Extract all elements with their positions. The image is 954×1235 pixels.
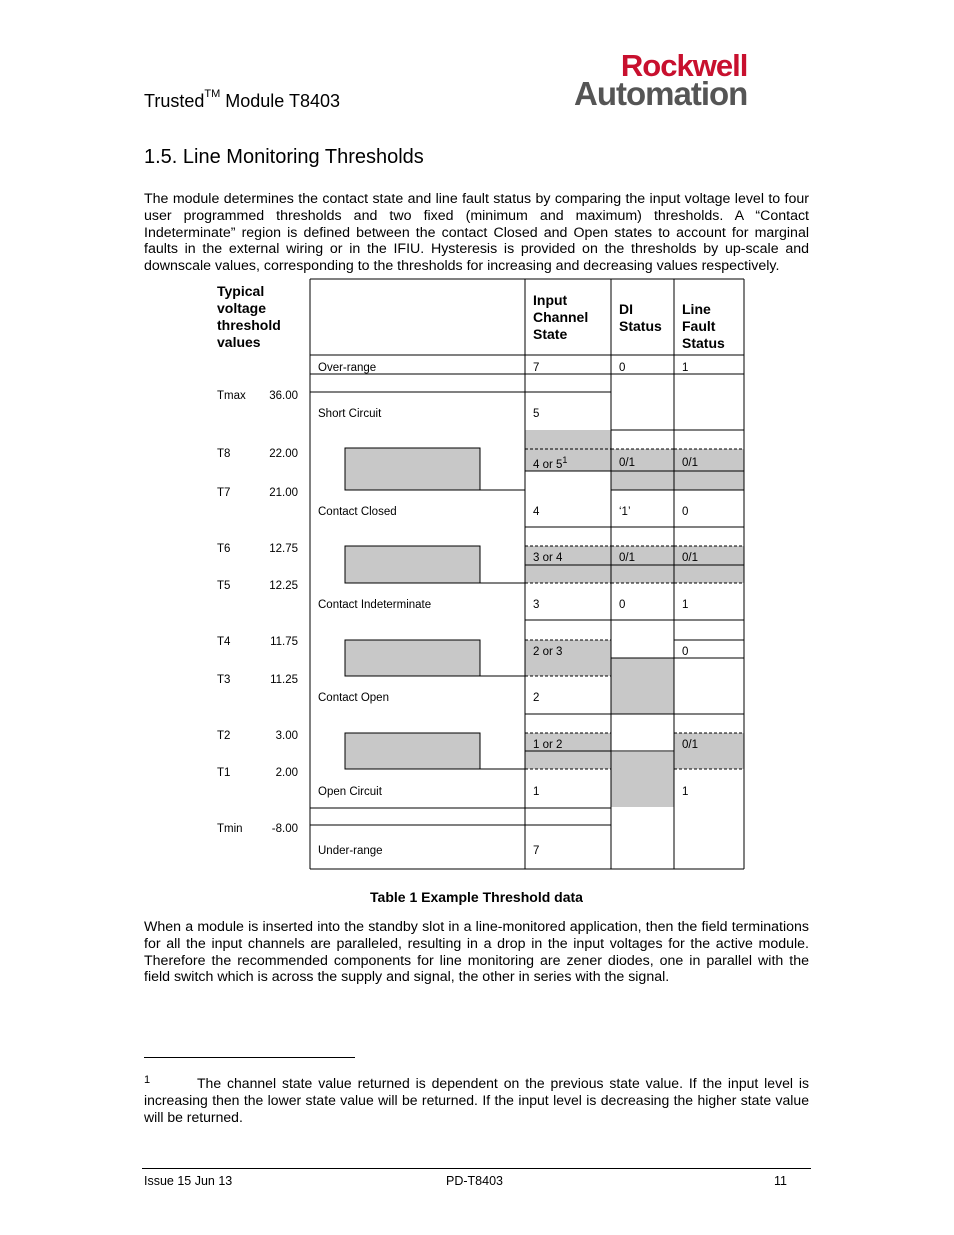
hysteresis-box-short [345,448,480,490]
hysteresis-band-di-low [611,658,674,714]
state-value-1: 5 [533,408,540,420]
state-value-7: 2 [533,692,540,704]
state-value-0: 7 [533,362,540,374]
header-fault-line-2: Status [682,335,725,351]
threshold-value-t5: 12.25 [269,580,298,592]
di-value-1: 0/1 [619,457,635,469]
state-value-6: 2 or 3 [533,646,563,658]
footnote-text: The channel state value returned is dependent on the previous state value. If the input level is increasing then the lower state value will be returned. If the input level is decreasing the higher state value will be returned. [144,1075,809,1125]
logo-line-2: Automation [574,75,748,112]
threshold-value-t4: 11.75 [270,636,298,648]
region-label-0: Over-range [318,362,377,374]
threshold-name-t7: T7 [217,487,231,499]
hysteresis-box-indeterminate [345,640,480,676]
fault-value-0: 1 [682,362,689,374]
threshold-name-t1: T1 [217,767,231,779]
header-di-line-0: DI [619,301,633,317]
di-value-4: 0 [619,599,626,611]
region-label-6: Under-range [318,845,383,857]
threshold-value-tmin: -8.00 [271,823,298,835]
header-state-line-0: Input [533,292,568,308]
state-value-9: 1 [533,786,540,798]
region-label-4: Contact Open [318,692,389,704]
hysteresis-box-closed [345,546,480,583]
footnote-reference: 1 [562,455,568,465]
header-voltage-line-1: voltage [217,300,267,316]
threshold-value-tmax: 36.00 [269,390,298,402]
header-voltage-line-0: Typical [217,283,265,299]
hysteresis-band-fault [674,449,744,490]
region-label-1: Short Circuit [318,408,382,420]
di-value-3: 0/1 [619,552,635,564]
table-caption: Table 1 Example Threshold data [370,889,583,905]
footer-page-number: 11 [774,1174,787,1188]
header-di-line-1: Status [619,318,662,334]
module-name: Module T8403 [225,91,341,111]
logo-line-1: Rockwell [620,48,748,83]
standby-paragraph: When a module is inserted into the standby slot in a line-monitored application, then the field terminations for all the input channels are paralleled, resulting in a drop in the input voltages for the active module. Therefore the recommended components for line monitoring are zener diodes, one in parallel with the field switch which is across the supply and signal, the other in series with the signal. [144,919,809,986]
state-value-2: 4 or $5^1$ [533,455,568,471]
footnote-separator [144,1057,355,1058]
fault-value-6: 0/1 [682,739,698,751]
region-label-3: Contact Indeterminate [318,599,432,611]
header-state-line-2: State [533,326,568,342]
state-value-4: 3 or 4 [533,552,563,564]
region-label-5: Open Circuit [318,786,382,798]
footer-issue: Issue 15 Jun 13 [144,1174,233,1188]
fault-value-2: 0 [682,506,689,518]
state-value-10: 7 [533,845,540,857]
threshold-name-t6: T6 [217,543,231,555]
threshold-value-t3: 11.25 [270,674,298,686]
fault-value-7: 1 [682,786,689,798]
di-value-0: 0 [619,362,626,374]
intro-paragraph: The module determines the contact state and line fault status by comparing the input voltage level to four user programmed thresholds and two fixed (minimum and maximum) thresholds. A “Contact Indeterminate” region is defined between the contact Closed and Open states to account for marginal faults in the external wiring or in the IFIU. Hysteresis is provided on the thresholds by up-scale and downscale values, corresponding to the thresholds for increasing and decreasing values respectively. [144,191,809,275]
footer-doc-number: PD-T8403 [446,1174,503,1188]
header-fault-line-1: Fault [682,318,716,334]
fault-value-5: 0 [682,646,689,658]
header-state-line-1: Channel [533,309,589,325]
state-value-5: 3 [533,599,540,611]
region-label-2: Contact Closed [318,506,397,518]
hysteresis-band-di [611,449,674,490]
state-value-8: 1 or 2 [533,739,563,751]
threshold-value-t6: 12.75 [269,543,298,555]
hysteresis-band-di-open [611,752,674,807]
hysteresis-box-open [345,733,480,769]
threshold-value-t7: 21.00 [269,487,298,499]
footer-rule [142,1168,811,1169]
di-value-2: ‘1’ [619,506,631,518]
threshold-name-tmax: Tmax [217,390,246,402]
threshold-value-t2: 3.00 [275,730,298,742]
fault-value-4: 1 [682,599,689,611]
fault-value-1: 0/1 [682,457,698,469]
header-voltage-line-3: values [217,334,261,350]
header-fault-line-0: Line [682,301,711,317]
footnote-number: 1 [144,1074,151,1086]
threshold-value-t1: 2.00 [275,767,298,779]
threshold-name-t3: T3 [217,674,231,686]
state-value-3: 4 [533,506,540,518]
threshold-name-t2: T2 [217,730,231,742]
threshold-name-t8: T8 [217,448,231,460]
header-voltage-line-2: threshold [217,317,281,333]
threshold-value-t8: 22.00 [269,448,298,460]
section-heading: 1.5. Line Monitoring Thresholds [144,146,424,168]
threshold-name-t4: T4 [217,636,231,648]
threshold-name-tmin: Tmin [217,823,243,835]
threshold-name-t5: T5 [217,580,231,592]
fault-value-3: 0/1 [682,552,698,564]
trademark-mark: TM [204,88,221,100]
product-name: Trusted [144,91,205,111]
